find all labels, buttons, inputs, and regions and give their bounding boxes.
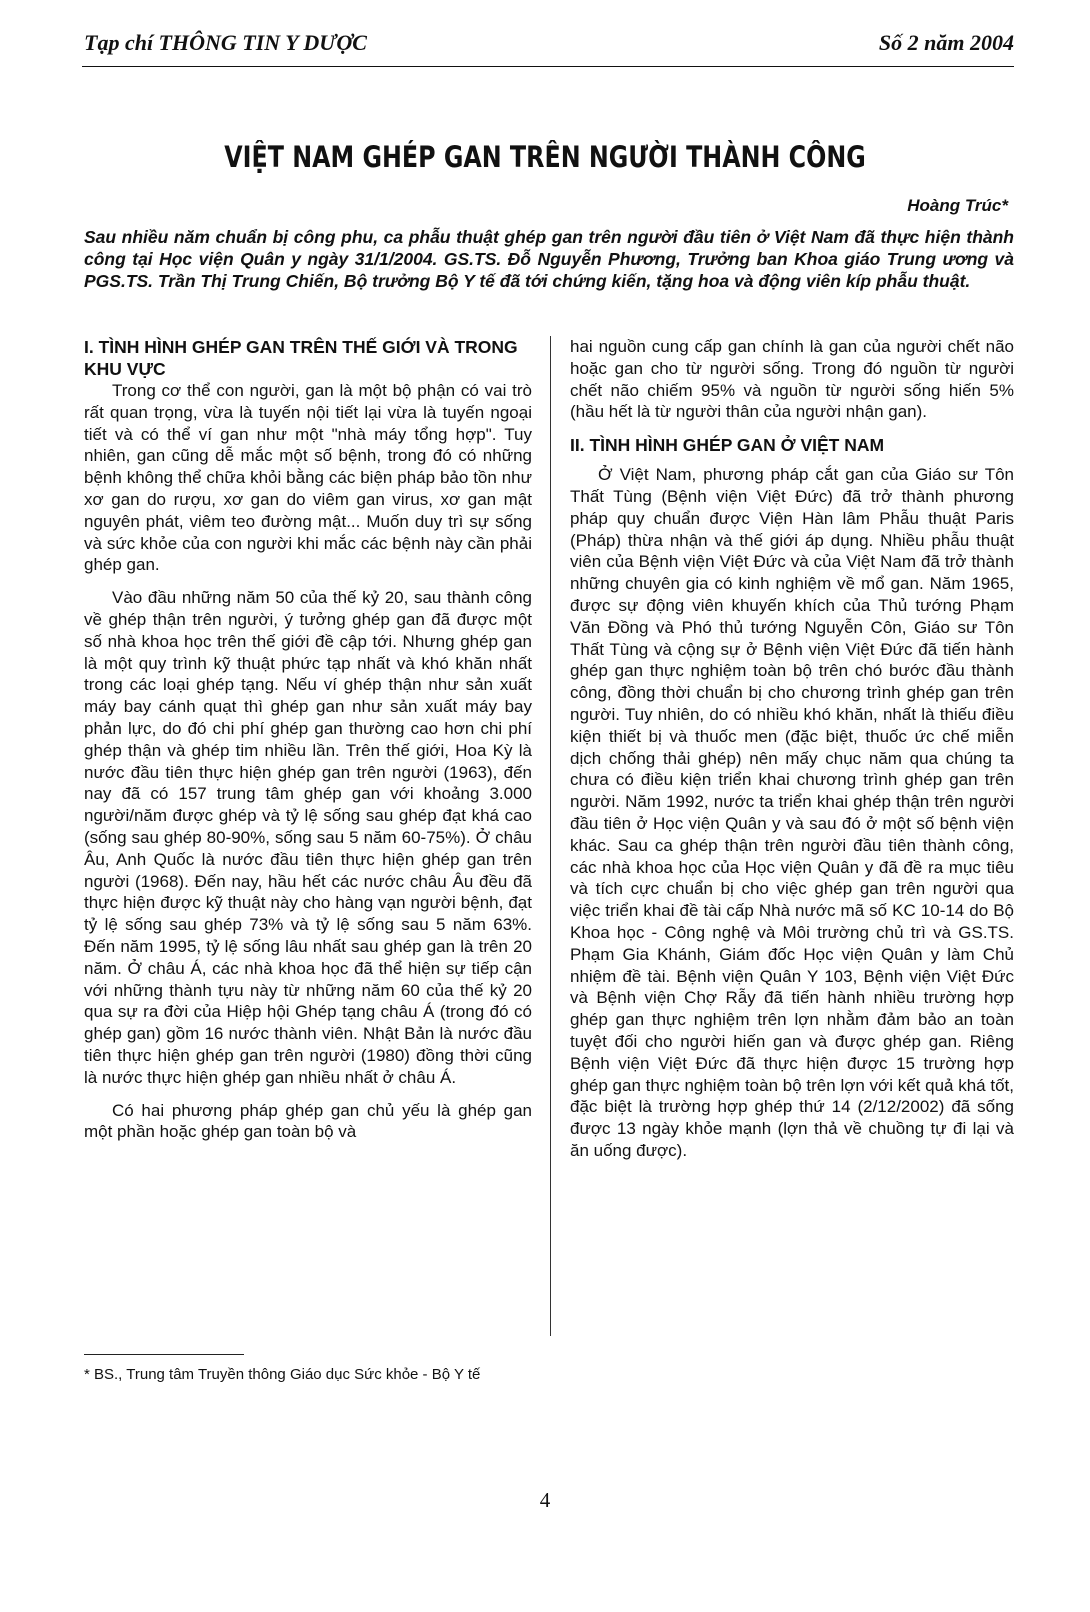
section-heading-2: II. TÌNH HÌNH GHÉP GAN Ở VIỆT NAM <box>570 435 885 456</box>
left-column <box>84 336 532 1154</box>
paragraph: Có hai phương pháp ghép gan chủ yếu là ghép gan một phần hoặc ghép gan toàn bộ và <box>84 1100 532 1142</box>
paragraph: Vào đầu những năm 50 của thế kỷ 20, sau thành công về ghép thận trên người, ý tưởng ghép gan đã được một số nhà khoa học trên thế giới đề cập tới. Nhưng ghép gan là một quy trình kỹ thuật phức tạp nhất và khó khăn nhất trong các loại ghép tạng. Nếu ví ghép thận như sản xuất máy bay cánh quạt thì ghép gan như sản xuất máy bay phản lực, do đó chi phí ghép gan thường cao hơn chi phí ghép thận và ghép tim nhiều lần. Trên thế giới, Hoa Kỳ là nước đầu tiên thực hiện ghép gan trên người (1963), đến nay đã có 157 trung tâm ghép gan với khoảng 3.000 người/năm được ghép và tỷ lệ sống sau ghép đạt khá cao (sống sau ghép 80-90%, sống sau 5 năm 60-75%). Ở châu Âu, Anh Quốc là nước đầu tiên thực hiện ghép gan trên người (1968). Đến nay, hầu hết các nước châu Âu đều đã thực hiện được kỹ thuật này cho hàng vạn người bệnh, đạt tỷ lệ sống sau ghép 73% và tỷ lệ sống sau 5 năm 63%. Đến năm 1995, tỷ lệ sống lâu nhất sau ghép gan là trên 20 năm. Ở châu Á, các nhà khoa học đã thể hiện sự tiếp cận với những thành tựu này từ những năm 60 của thế kỷ 20 qua sự ra đời của Hiệp hội Ghép tạng châu Á (trong đó có ghép gan) gồm 16 nước thành viên. Nhật Bản là nước đầu tiên thực hiện ghép gan trên người (1980) đồng thời cũng là nước thực hiện ghép gan nhiều nhất ở châu Á. <box>84 588 532 1087</box>
issue-number: Số 2 năm 2004 <box>878 30 1014 55</box>
section-heading-1: I. TÌNH HÌNH GHÉP GAN TRÊN THẾ GIỚI VÀ TRONG KHU VỰC <box>84 337 518 379</box>
column-divider <box>550 336 551 1336</box>
footnote-rule <box>84 1354 244 1355</box>
paragraph: hai nguồn cung cấp gan chính là gan của người chết não hoặc gan cho từ người sống. Trong đó nguồn từ người chết não chiếm 95% và nguồn từ người sống hiến 5% (hầu hết là từ người thân của người nhận gan). <box>570 337 1014 422</box>
article-lead: Sau nhiều năm chuẩn bị công phu, ca phẫu thuật ghép gan trên người đầu tiên ở Việt Nam đã thực hiện thành công tại Học viện Quân y ngày 31/1/2004. GS.TS. Đỗ Nguyễn Phương, Trưởng ban Khoa giáo Trung ương và PGS.TS. Trần Thị Trung Chiến, Bộ trưởng Bộ Y tế đã tới chứng kiến, tặng hoa và động viên kíp phẫu thuật. <box>84 227 1014 291</box>
page-number: 4 <box>539 1488 551 1512</box>
paragraph: Ở Việt Nam, phương pháp cắt gan của Giáo sư Tôn Thất Tùng (Bệnh viện Việt Đức) đã trở thành phương pháp quy chuẩn được Viện Hàn lâm Phẫu thuật Paris (Pháp) thừa nhận và thế giới áp dụng. Nhiều phẫu thuật viên của Bệnh viện Việt Đức và của Việt Nam đã trở thành những chuyên gia có kinh nghiệm về mổ gan. Năm 1965, được sự động viên khuyến khích của Thủ tướng Phạm Văn Đồng và Phó thủ tướng Nguyễn Côn, Giáo sư Tôn Thất Tùng và cộng sự ở Bệnh viện Việt Đức đã tiến hành ghép gan thực nghiệm toàn bộ trên chó bước đầu thành công, đồng thời chuẩn bị cho chương trình ghép gan trên người. Tuy nhiên, do có nhiều khó khăn, nhất là thiếu điều kiện thiết bị và thuốc men (đặc biệt, thuốc ức chế miễn dịch chống thải ghép) nên mấy chục năm qua chúng ta chưa có điều kiện triển khai chương trình ghép gan trên người. Năm 1992, nước ta triển khai ghép thận trên người đầu tiên ở Học viện Quân y và sau đó ở một số bệnh viện khác. Sau ca ghép thận trên người đầu tiên thành công, các nhà khoa học của Học viện Quân y đã đề ra mục tiêu và tích cực chuẩn bị cho việc ghép gan trên người qua việc triển khai đề tài cấp Nhà nước mã số KC 10-14 do Bộ Khoa học - Công nghệ và Môi trường chủ trì và GS.TS. Phạm Gia Khánh, Giám đốc Học viện Quân y làm Chủ nhiệm đề tài. Bệnh viện Quân Y 103, Bệnh viện Việt Đức và Bệnh viện Chợ Rẫy đã tiến hành nhiều trường hợp ghép gan thực nghiệm trên lợn nhằm đảm bảo an toàn tuyệt đối cho người hiến gan và được ghép gan. Riêng Bệnh viện Việt Đức đã thực hiện được 15 trường hợp ghép gan thực nghiệm toàn bộ trên lợn với kết quả khá tốt, đặc biệt là trường hợp ghép thứ 14 (2/12/2002) đã sống được 13 ngày khỏe mạnh (lợn thả về chuồng tự đi lại và ăn uống được). <box>570 465 1014 1160</box>
paragraph: Trong cơ thể con người, gan là một bộ phận có vai trò rất quan trọng, vừa là tuyến nội tiết lại vừa là tuyến ngoại tiết và có thể ví gan như một "nhà máy tổng hợp". Tuy nhiên, gan cũng dễ mắc một số bệnh, trong đó có những bệnh không thể chữa khỏi bằng các biện pháp bảo tồn như xơ gan do rượu, xơ gan do viêm gan virus, xơ gan mật nguyên phát, viêm teo đường mật... Muốn duy trì sự sống và sức khỏe của con người khi mắc các bệnh này cần phải ghép gan. <box>84 381 532 575</box>
right-column <box>570 336 1014 1173</box>
running-header <box>84 30 1014 70</box>
footnote: * BS., Trung tâm Truyền thông Giáo dục Sức khỏe - Bộ Y tế <box>84 1366 481 1383</box>
journal-name: Tạp chí THÔNG TIN Y DƯỢC <box>84 30 367 55</box>
article-title: VIỆT NAM GHÉP GAN TRÊN NGƯỜI THÀNH CÔNG <box>224 140 866 174</box>
header-rule <box>82 66 1014 67</box>
article-author: Hoàng Trúc* <box>907 196 1008 215</box>
